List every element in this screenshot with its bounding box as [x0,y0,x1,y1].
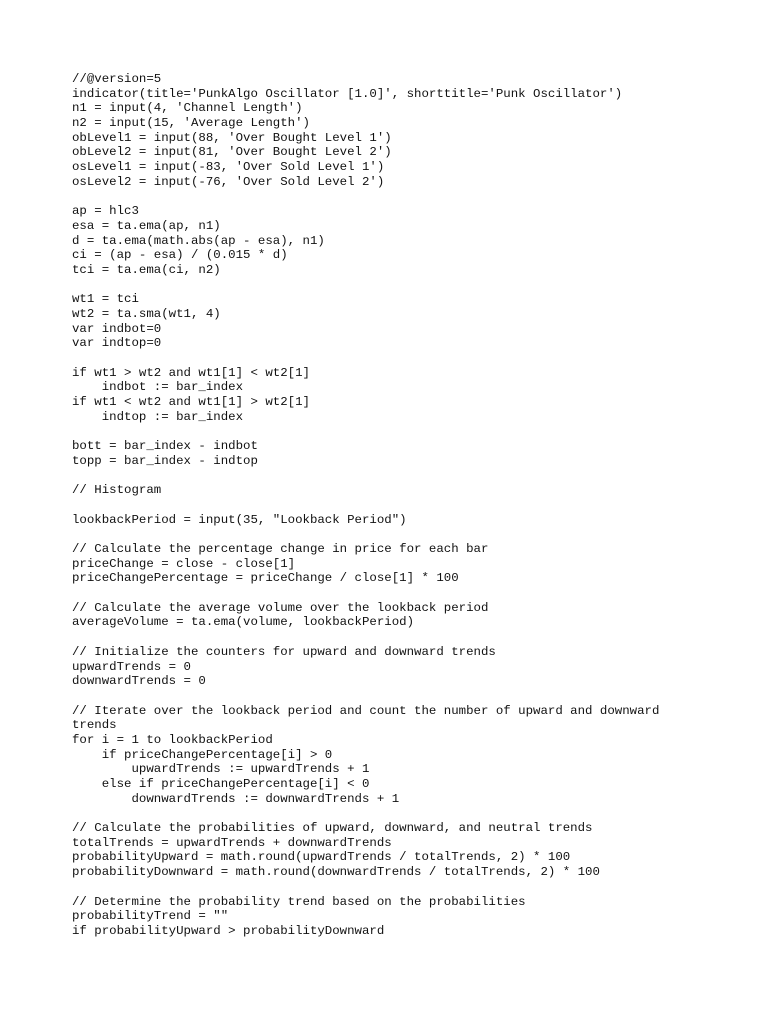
code-line: var indbot=0 [72,321,162,336]
code-line [72,469,712,484]
code-line: // Histogram [72,483,162,498]
code-line: if wt1 > wt2 and wt1[1] < wt2[1] [72,365,310,380]
code-line: upwardTrends := upwardTrends + 1 [72,762,370,777]
code-line: priceChange = close - close[1] [72,556,296,571]
code-line: wt1 = tci [72,292,139,307]
code-line: esa = ta.ema(ap, n1) [72,218,221,233]
code-line: //@version=5 [72,72,162,86]
code-line: if wt1 < wt2 and wt1[1] > wt2[1] [72,395,310,410]
code-line: downwardTrends = 0 [72,674,206,689]
code-line: indicator(title='PunkAlgo Oscillator [1.0]', shorttitle='Punk Oscillator') [72,86,623,101]
code-line: probabilityTrend = "" [72,909,229,924]
code-line: topp = bar_index - indtop [72,453,258,468]
code-line [72,689,712,704]
code-line: ap = hlc3 [72,204,139,219]
code-line: ci = (ap - esa) / (0.015 * d) [72,248,288,263]
code-line: else if priceChangePercentage[i] < 0 [72,777,370,791]
code-line [72,527,712,542]
code-line: n2 = input(15, 'Average Length') [72,116,310,131]
code-line: d = ta.ema(math.abs(ap - esa), n1) [72,233,325,248]
code-line: priceChangePercentage = priceChange / close[1] * 100 [72,571,459,586]
code-line [72,586,712,601]
code-line [72,806,712,821]
code-line [72,190,712,205]
code-line: // Initialize the counters for upward and downward trends [72,644,496,659]
code-line [72,425,712,440]
code-line: osLevel1 = input(-83, 'Over Sold Level 1') [72,160,385,175]
code-line: probabilityDownward = math.round(downwardTrends / totalTrends, 2) * 100 [72,865,600,880]
code-line: tci = ta.ema(ci, n2) [72,262,221,277]
code-line: osLevel2 = input(-76, 'Over Sold Level 2') [72,174,385,189]
code-line: indbot := bar_index [72,380,244,395]
code-line: obLevel2 = input(81, 'Over Bought Level 2') [72,145,392,160]
code-line: n1 = input(4, 'Channel Length') [72,101,303,116]
code-line [72,630,712,645]
code-line: upwardTrends = 0 [72,659,191,674]
code-line [72,498,712,513]
code-line: // Calculate the percentage change in price for each bar [72,542,489,556]
code-line: // Calculate the average volume over the lookback period [72,600,489,615]
code-line: probabilityUpward = math.round(upwardTrends / totalTrends, 2) * 100 [72,850,571,865]
code-line: // Iterate over the lookback period and count the number of upward and downward [72,703,660,718]
code-line: indtop := bar_index [72,409,244,424]
code-line [72,351,712,366]
code-line: // Calculate the probabilities of upward, downward, and neutral trends [72,821,593,836]
code-line: downwardTrends := downwardTrends + 1 [72,791,400,806]
code-line: if probabilityUpward > probabilityDownward [72,923,385,938]
code-line: // Determine the probability trend based on the probabilities [72,894,526,909]
code-line [72,880,712,895]
code-line: lookbackPeriod = input(35, "Lookback Period") [72,512,407,527]
code-line: wt2 = ta.sma(wt1, 4) [72,307,221,321]
code-line: bott = bar_index - indbot [72,439,258,454]
code-line: var indtop=0 [72,336,162,351]
code-line: trends [72,718,117,733]
code-line: averageVolume = ta.ema(volume, lookbackPeriod) [72,615,415,630]
code-line: if priceChangePercentage[i] > 0 [72,747,333,762]
code-line [72,278,712,293]
code-line: totalTrends = upwardTrends + downwardTrends [72,835,392,850]
code-line: for i = 1 to lookbackPeriod [72,732,273,747]
code-line: obLevel1 = input(88, 'Over Bought Level 1') [72,130,392,145]
code-listing [72,72,712,939]
